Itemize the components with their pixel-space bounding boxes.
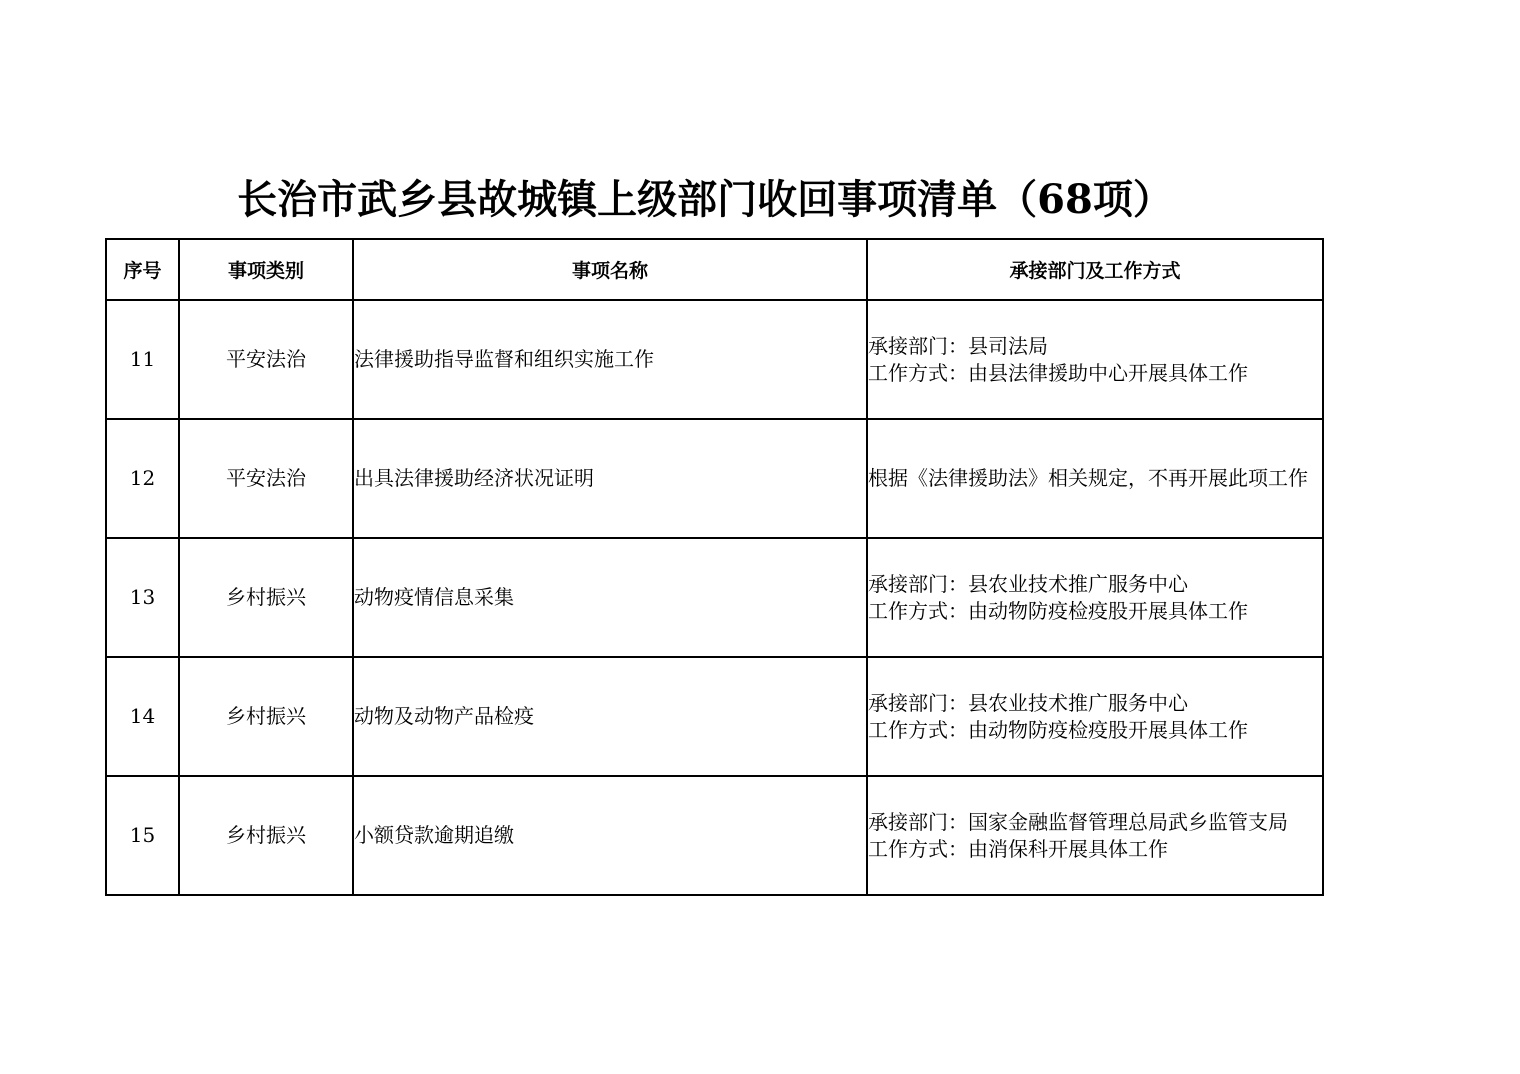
cell-seq: 13 (106, 538, 179, 657)
cell-seq: 14 (106, 657, 179, 776)
cell-dept (867, 300, 1323, 419)
cell-name: 动物疫情信息采集 (353, 538, 867, 657)
items-table (105, 238, 1324, 896)
table-row (106, 419, 1323, 538)
cell-dept (867, 538, 1323, 657)
cell-category: 乡村振兴 (179, 776, 353, 895)
page-title: 长治市武乡县故城镇上级部门收回事项清单（68项） (237, 176, 1173, 223)
cell-category: 平安法治 (179, 300, 353, 419)
header-seq: 序号 (106, 239, 179, 300)
cell-category: 乡村振兴 (179, 538, 353, 657)
dept-line: 工作方式：由消保科开展具体工作 (868, 836, 1168, 861)
dept-line: 承接部门：县农业技术推广服务中心 (868, 690, 1188, 715)
cell-dept (867, 419, 1323, 538)
table-header-row (106, 239, 1323, 300)
table-row (106, 657, 1323, 776)
cell-seq: 12 (106, 419, 179, 538)
cell-dept (867, 776, 1323, 895)
dept-line: 工作方式：由动物防疫检疫股开展具体工作 (868, 717, 1248, 742)
header-name: 事项名称 (353, 239, 867, 300)
cell-name: 法律援助指导监督和组织实施工作 (353, 300, 867, 419)
dept-line: 承接部门：国家金融监督管理总局武乡监管支局 (868, 809, 1288, 834)
cell-seq: 11 (106, 300, 179, 419)
table-row (106, 776, 1323, 895)
table-row (106, 538, 1323, 657)
dept-line: 承接部门：县农业技术推广服务中心 (868, 571, 1188, 596)
dept-line: 工作方式：由县法律援助中心开展具体工作 (868, 360, 1248, 385)
cell-name: 动物及动物产品检疫 (353, 657, 867, 776)
cell-seq: 15 (106, 776, 179, 895)
cell-name: 出具法律援助经济状况证明 (353, 419, 867, 538)
cell-dept (867, 657, 1323, 776)
dept-line: 工作方式：由动物防疫检疫股开展具体工作 (868, 598, 1248, 623)
dept-line: 承接部门：县司法局 (868, 333, 1048, 358)
cell-name: 小额贷款逾期追缴 (353, 776, 867, 895)
table-row (106, 300, 1323, 419)
cell-category: 乡村振兴 (179, 657, 353, 776)
header-category: 事项类别 (179, 239, 353, 300)
dept-line: 根据《法律援助法》相关规定，不再开展此项工作 (868, 466, 1308, 490)
cell-category: 平安法治 (179, 419, 353, 538)
header-dept: 承接部门及工作方式 (867, 239, 1323, 300)
